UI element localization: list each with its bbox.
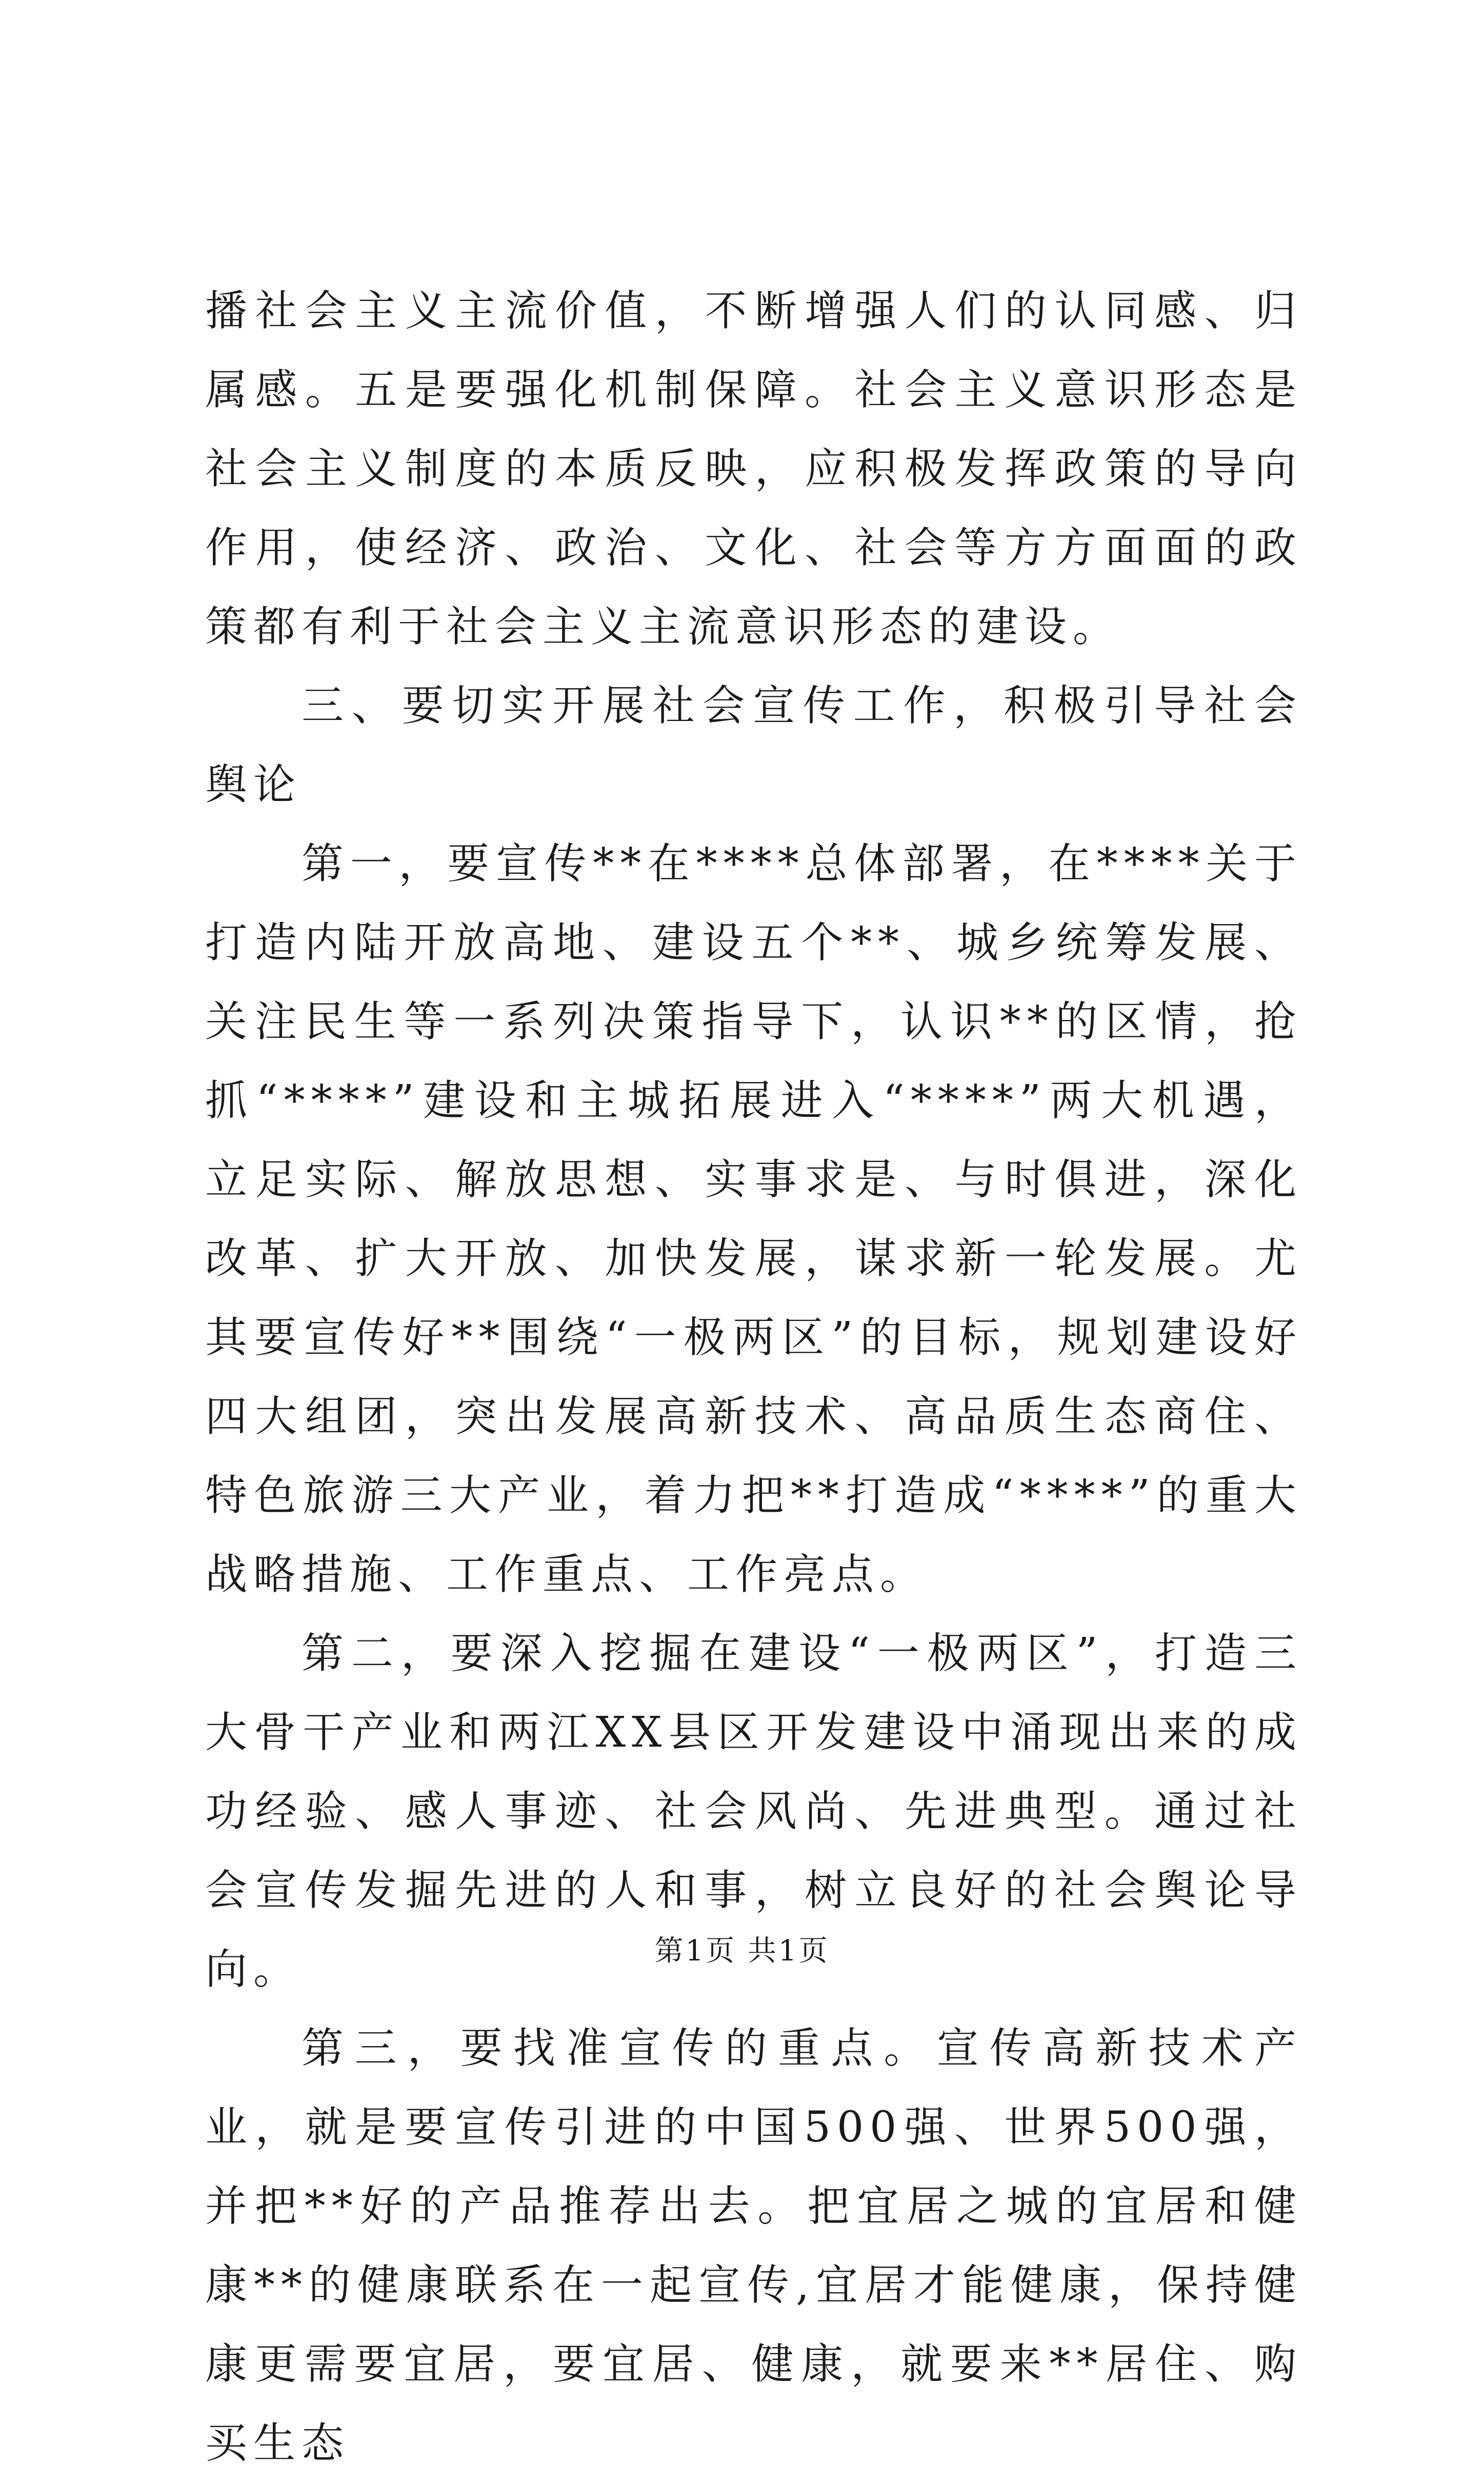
paragraph-first: 第一，要宣传**在****总体部署，在****关于打造内陆开放高地、建设五个**、城乡统筹发展、关注民生等一系列决策指导下，认识**的区情，抢抓“****”建设和主城拓展进入“****”两大机遇，立足实际、解放思想、实事求是、与时俱进，深化改革、扩大开放、加快发展，谋求新一轮发展。尤其要宣传好**围绕“一极两区”的目标，规划建设好四大组团，突出发展高新技术、高品质生态商住、特色旅游三大产业，着力把**打造成“****”的重大战略措施、工作重点、工作亮点。 <box>205 839 1302 1599</box>
document-body <box>205 272 1302 2483</box>
paragraph-second: 第二，要深入挖掘在建设“一极两区”，打造三大骨干产业和两江XX县区开发建设中涌现出来的成功经验、感人事迹、社会风尚、先进典型。通过社会宣传发掘先进的人和事，树立良好的社会舆论导向。 <box>205 1629 1302 1994</box>
page-number-footer: 第1页 共1页 <box>654 1934 830 1968</box>
paragraph-third: 第三，要找准宣传的重点。宣传高新技术产业，就是要宣传引进的中国500强、世界500强，并把**好的产品推荐出去。把宜居之城的宜居和健康**的健康联系在一起宣传,宜居才能健康，保持健康更需要宜居，要宜居、健康，就要来**居住、购买生态 <box>205 2024 1302 2468</box>
paragraph-continued: 播社会主义主流价值，不断增强人们的认同感、归属感。五是要强化机制保障。社会主义意识形态是社会主义制度的本质反映，应积极发挥政策的导向作用，使经济、政治、文化、社会等方方面面的政策都有利于社会主义主流意识形态的建设。 <box>205 287 1302 651</box>
section-heading: 三、要切实开展社会宣传工作，积极引导社会舆论 <box>205 682 1302 809</box>
